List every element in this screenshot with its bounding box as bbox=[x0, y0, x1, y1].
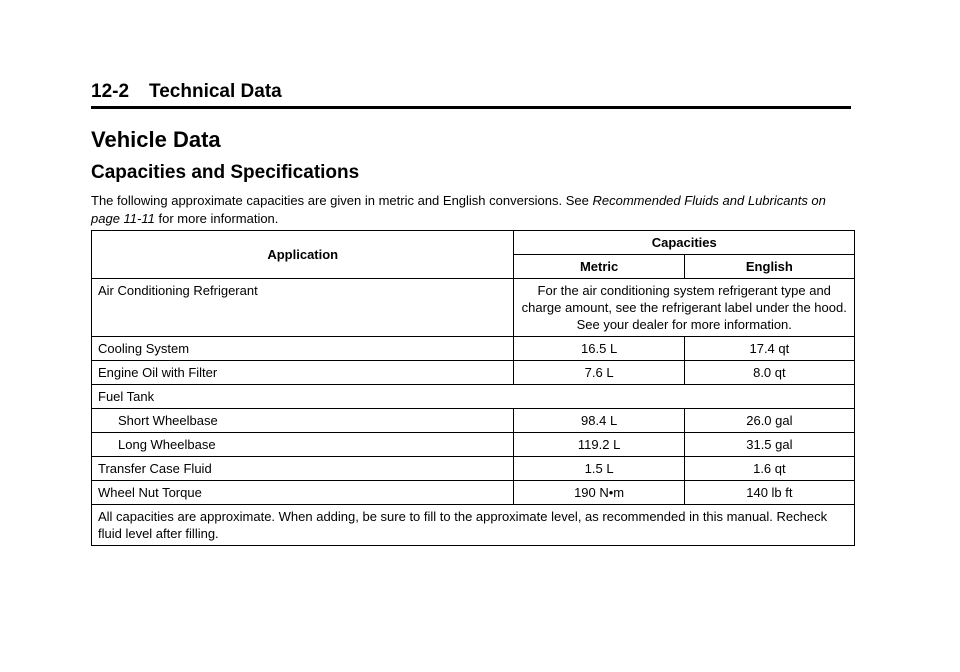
table-row bbox=[92, 337, 855, 361]
cell-english: 17.4 qt bbox=[684, 337, 854, 361]
table-row bbox=[92, 457, 855, 481]
cell-english: 26.0 gal bbox=[684, 409, 854, 433]
cell-metric: 119.2 L bbox=[514, 433, 684, 457]
cell-application: Engine Oil with Filter bbox=[92, 361, 514, 385]
header-capacities: Capacities bbox=[514, 231, 855, 255]
intro-text-after: for more information. bbox=[154, 211, 279, 226]
intro-reference-link[interactable]: Recommended Fluids and Lubricants on page 11-11 bbox=[91, 193, 826, 226]
header-metric: Metric bbox=[514, 255, 684, 279]
capacities-table bbox=[91, 230, 855, 546]
intro-text-before: The following approximate capacities are given in metric and English conversions. See bbox=[91, 193, 593, 208]
table-row bbox=[92, 409, 855, 433]
cell-application: Long Wheelbase bbox=[92, 433, 514, 457]
cell-application: Air Conditioning Refrigerant bbox=[92, 279, 514, 337]
section-subtitle: Capacities and Specifications bbox=[91, 162, 360, 183]
cell-metric: 16.5 L bbox=[514, 337, 684, 361]
page-title: Vehicle Data bbox=[91, 127, 221, 152]
cell-application: Cooling System bbox=[92, 337, 514, 361]
cell-metric: 98.4 L bbox=[514, 409, 684, 433]
table-row bbox=[92, 481, 855, 505]
page-header bbox=[91, 80, 851, 109]
table-note-row bbox=[92, 505, 855, 546]
page-number: 12-2 bbox=[91, 81, 130, 102]
cell-application: Transfer Case Fluid bbox=[92, 457, 514, 481]
header-application: Application bbox=[92, 231, 514, 279]
cell-application: Wheel Nut Torque bbox=[92, 481, 514, 505]
cell-english: 140 lb ft bbox=[684, 481, 854, 505]
table-note: All capacities are approximate. When adding, be sure to fill to the approximate level, as recommended in this manual. Recheck fluid level after filling. bbox=[92, 505, 855, 546]
section-title: Technical Data bbox=[149, 81, 282, 102]
table-row bbox=[92, 385, 855, 409]
cell-english: 8.0 qt bbox=[684, 361, 854, 385]
table-header-row bbox=[92, 231, 855, 255]
cell-metric: 7.6 L bbox=[514, 361, 684, 385]
cell-english: 31.5 gal bbox=[684, 433, 854, 457]
cell-ac-note: For the air conditioning system refrigerant type and charge amount, see the refrigerant label under the hood. See your dealer for more information. bbox=[514, 279, 855, 337]
cell-metric: 190 N•m bbox=[514, 481, 684, 505]
cell-english: 1.6 qt bbox=[684, 457, 854, 481]
table-row bbox=[92, 279, 855, 337]
intro-paragraph bbox=[91, 192, 851, 228]
cell-application: Short Wheelbase bbox=[92, 409, 514, 433]
cell-metric: 1.5 L bbox=[514, 457, 684, 481]
table-row bbox=[92, 433, 855, 457]
header-english: English bbox=[684, 255, 854, 279]
table-row bbox=[92, 361, 855, 385]
cell-application: Fuel Tank bbox=[92, 385, 855, 409]
